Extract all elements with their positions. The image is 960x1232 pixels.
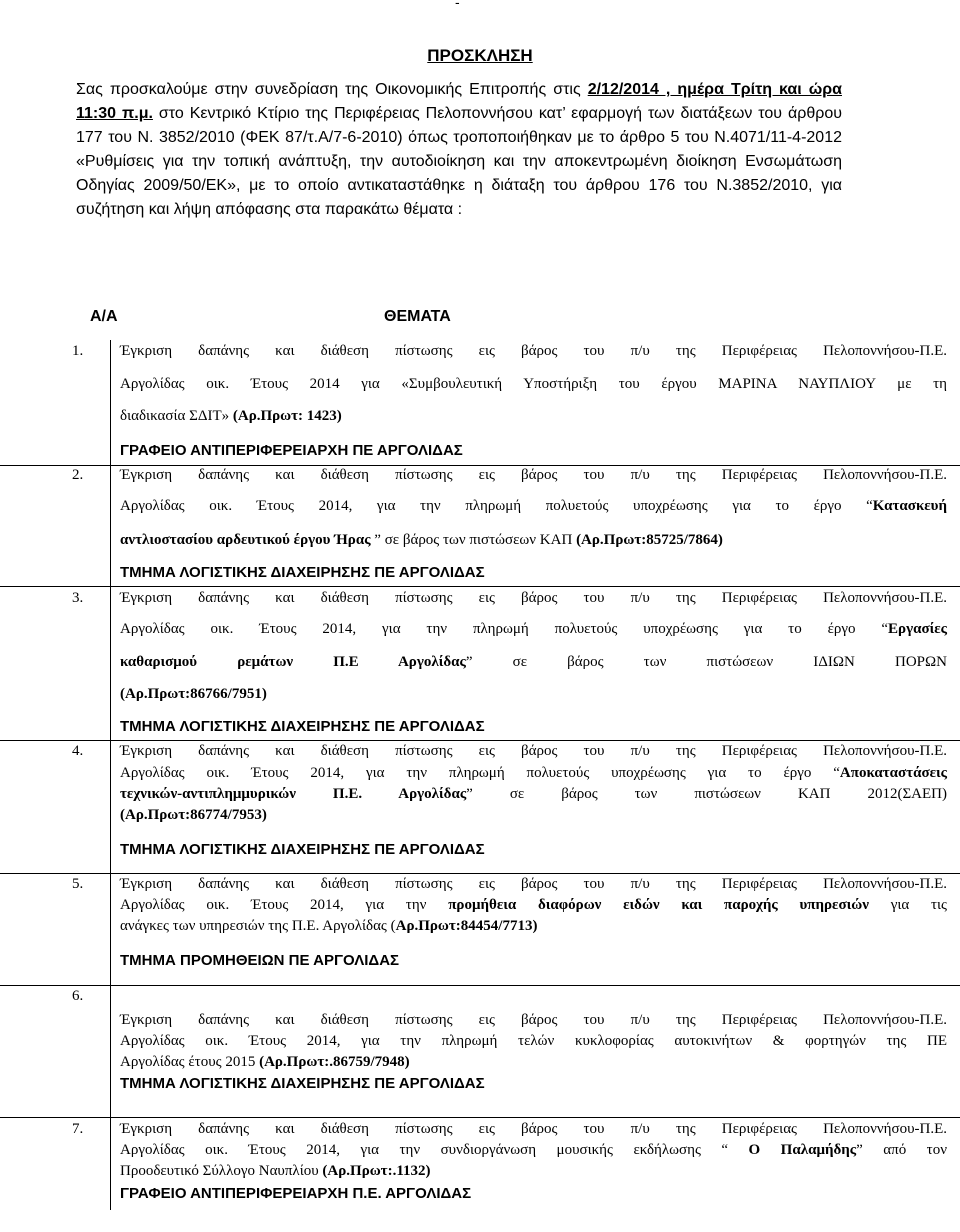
protocol-number: (Αρ.Πρωτ:.86759/7948) [259,1054,410,1070]
item-text: Αργολίδας οικ. Έτους 2014, για την πληρωμή πολυετούς υποχρέωσης για το έργο “ [120,498,873,514]
item-line [120,408,947,425]
item-line: Έγκριση δαπάνης και διάθεση πίστωσης εις βάρος του π/υ της Περιφέρειας Πελοποννήσου-Π.Ε. [120,743,947,759]
protocol-number: Αρ.Πρωτ:84454/7713) [395,918,538,934]
item-line: Αργολίδας οικ. Έτους 2014, για την πληρωμή τελών κυκλοφορίας αυτοκινήτων & φορτηγών της ΠΕ [120,1033,947,1049]
table-divider-vertical [110,340,111,1210]
item-line: Έγκριση δαπάνης και διάθεση πίστωσης εις βάρος του π/υ της Περιφέρειας Πελοποννήσου-Π.Ε. [120,467,947,483]
row-divider [0,586,960,587]
item-line: Έγκριση δαπάνης και διάθεση πίστωσης εις βάρος του π/υ της Περιφέρειας Πελοποννήσου-Π.Ε. [120,343,947,359]
item-number: 1. [72,343,84,359]
column-header-themata: ΘΕΜΑΤΑ [384,308,451,325]
item-text: διαδικασία ΣΔΙΤ» [120,408,233,424]
item-line: Έγκριση δαπάνης και διάθεση πίστωσης εις βάρος του π/υ της Περιφέρειας Πελοποννήσου-Π.Ε. [120,590,947,606]
item-line [120,1142,947,1159]
top-dash: - [455,0,460,10]
item-line: Έγκριση δαπάνης και διάθεση πίστωσης εις βάρος του π/υ της Περιφέρειας Πελοποννήσου-Π.Ε. [120,876,947,892]
item-text: Αργολίδας οικ. Έτους 2014, για την πληρωμή πολυετούς υποχρέωσης για το έργο “ [120,765,840,781]
item-text: ” σε βάρος των πιστώσεων ΙΔΙΩΝ ΠΟΡΩΝ [465,654,947,670]
item-text: Αργολίδας οικ. Έτους 2014, για την [120,897,449,913]
department-label: ΤΜΗΜΑ ΛΟΓΙΣΤΙΚΗΣ ΔΙΑΧΕΙΡΗΣΗΣ ΠΕ ΑΡΓΟΛΙΔΑΣ [120,841,485,858]
row-divider [0,465,960,466]
intro-text-1: Σας προσκαλούμε στην συνεδρίαση της Οικονομικής Επιτροπής στις [76,81,588,98]
item-project-title: Εργασίες [888,621,947,637]
item-text: για τις [868,897,947,913]
item-line [120,621,947,638]
item-line: Έγκριση δαπάνης και διάθεση πίστωσης εις βάρος του π/υ της Περιφέρειας Πελοποννήσου-Π.Ε. [120,1012,947,1028]
row-divider [0,985,960,986]
item-line [120,1163,947,1180]
row-divider [0,740,960,741]
column-header-aa: Α/Α [90,308,118,325]
item-line [120,1054,947,1071]
protocol-number: (Αρ.Πρωτ: 1423) [232,408,342,424]
item-number: 4. [72,743,84,759]
item-text: Αργολίδας έτους 2015 [120,1054,260,1070]
item-line [120,532,947,549]
item-project-title: Αποκαταστάσεις [839,765,947,781]
item-text: ” από τον [856,1142,947,1158]
item-text: ” σε βάρος των πιστώσεων ΚΑΠ 2012(ΣΑΕΠ) [466,786,947,802]
department-label: ΤΜΗΜΑ ΛΟΓΙΣΤΙΚΗΣ ΔΙΑΧΕΙΡΗΣΗΣ ΠΕ ΑΡΓΟΛΙΔΑΣ [120,1075,485,1092]
department-label: ΤΜΗΜΑ ΛΟΓΙΣΤΙΚΗΣ ΔΙΑΧΕΙΡΗΣΗΣ ΠΕ ΑΡΓΟΛΙΔΑΣ [120,564,485,581]
item-text: ανάγκες των υπηρεσιών της Π.Ε. Αργολίδας ( [120,918,396,934]
protocol-number: (Αρ.Πρωτ:86766/7951) [120,686,267,702]
meeting-date: 2/12/2014 , ημέρα Τρίτη και ώρα 11:30 π.μ. [76,81,842,122]
item-project-title: προμήθεια διαφόρων ειδών και παροχής υπηρεσιών [448,897,869,913]
item-line: Αργολίδας οικ. Έτους 2014 για «Συμβουλευτική Υποστήριξη του έργου ΜΑΡΙΝΑ ΝΑΥΠΛΙΟΥ με τη [120,376,947,392]
item-line [120,498,947,515]
item-number: 3. [72,590,84,606]
item-project-title: καθαρισμού ρεμάτων Π.Ε Αργολίδας [120,654,466,670]
item-number: 5. [72,876,84,892]
item-line [120,654,947,671]
item-line: Έγκριση δαπάνης και διάθεση πίστωσης εις βάρος του π/υ της Περιφέρειας Πελοποννήσου-Π.Ε. [120,1121,947,1137]
item-line [120,786,947,803]
item-text: Προοδευτικό Σύλλογο Ναυπλίου [120,1163,323,1179]
protocol-number: (Αρ.Πρωτ:85725/7864) [576,532,723,548]
item-line [120,918,947,935]
item-line [120,765,947,782]
item-project-title: αντλιοστασίου αρδευτικού έργου Ήρας [120,532,371,548]
item-project-title: Κατασκευή [872,498,947,514]
item-project-title: τεχνικών-αντιπλημμυρικών Π.Ε. Αργολίδας [120,786,467,802]
item-line [120,897,947,914]
item-text: Αργολίδας οικ. Έτους 2014, για την πληρωμή πολυετούς υποχρέωσης για το έργο “ [120,621,889,637]
intro-text-2: στο Κεντρικό Κτίριο της Περιφέρειας Πελοποννήσου κατ’ εφαρμογή των διατάξεων του άρθρου 177 του Ν. 3852/2010 (ΦΕΚ 87/τ.Α/7-6-2010) όπως τροποποιήθηκαν με το άρθρο 5 του Ν.4071/11-4-2012 «Ρυθμίσεις για την τοπική ανάπτυξη, την αυτοδιοίκηση και την αποκεντρωμένη διοίκηση Ενσωμάτωση Οδηγίας 2009/50/ΕΚ», με το οποίο αντικαταστάθηκε η διάταξη του άρθρου 176 του Ν.3852/2010, για συζήτηση και λήψη απόφασης στα παρακάτω θέματα : [76,105,842,218]
item-number: 7. [72,1121,84,1137]
item-number: 2. [72,467,84,483]
department-label: ΓΡΑΦΕΙΟ ΑΝΤΙΠΕΡΙΦΕΡΕΙΑΡΧΗ ΠΕ ΑΡΓΟΛΙΔΑΣ [120,442,463,459]
item-text: ” σε βάρος των πιστώσεων ΚΑΠ [370,532,577,548]
department-label: ΓΡΑΦΕΙΟ ΑΝΤΙΠΕΡΙΦΕΡΕΙΑΡΧΗ Π.Ε. ΑΡΓΟΛΙΔΑΣ [120,1185,472,1202]
row-divider [0,873,960,874]
item-text: Αργολίδας οικ. Έτους 2014, για την συνδιοργάνωση μουσικής εκδήλωσης “ [120,1142,749,1158]
item-number: 6. [72,988,84,1004]
protocol-number: (Αρ.Πρωτ:86774/7953) [120,807,267,823]
department-label: ΤΜΗΜΑ ΠΡΟΜΗΘΕΙΩΝ ΠΕ ΑΡΓΟΛΙΔΑΣ [120,952,400,969]
item-project-title: Ο Παλαμήδης [748,1142,857,1158]
protocol-number: (Αρ.Πρωτ:.1132) [322,1163,431,1179]
intro-paragraph [76,78,842,222]
page-title: ΠΡΟΣΚΛΗΣΗ [427,46,533,65]
row-divider [0,1117,960,1118]
department-label: ΤΜΗΜΑ ΛΟΓΙΣΤΙΚΗΣ ΔΙΑΧΕΙΡΗΣΗΣ ΠΕ ΑΡΓΟΛΙΔΑΣ [120,718,485,735]
